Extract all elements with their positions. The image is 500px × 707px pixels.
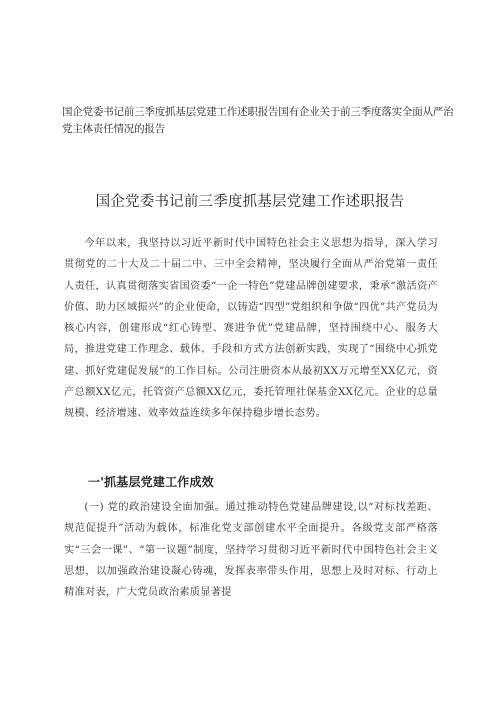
report-title: 国企党委书记前三季度抓基层党建工作述职报告	[95, 194, 405, 210]
political-construction-paragraph: (一) 党的政治建设全面加强。通过推动特色党建品牌建设,以“对标找差距、规范促提升”活动为载体，标准化党支部创建水平全面提升。各级党支部严格落实“三会一课”、“第一议题”制度，坚持学习贯彻习近平新时代中国特色社会主义思想，以加强政治建设凝心铸魂，发挥表率带头作用，思想上及时对标、行动上精准对表，广大党员政治素质显著提	[64, 502, 438, 599]
document-heading: 国企党委书记前三季度抓基层党建工作述职报告国有企业关于前三季度落实全面从严治党主体责任情况的报告	[62, 106, 454, 135]
section-heading: 一'抓基层党建工作成效	[88, 475, 214, 489]
intro-paragraph: 今年以来，我坚持以习近平新时代中国特色社会主义思想为指导，深入学习贯彻党的二十大及二十届二中、三中全会精神，坚决履行全面从严治党第一责任人责任，认真贯彻落实省国资委“一企一特色”党建品牌创建要求，秉承“激活资产价值、助力区域振兴”的企业使命，以铸造“四型”党组织和争做“四优”共产党员为核心内容，创建形成“红心铸型、赛进争优”党建品牌，坚持围绕中心、服务大局，推进党建工作理念、载体、手段和方式方法创新实践，实现了“围绕中心抓党建、抓好党建促发展”的工作目标。公司注册资本从最初XX万元增至XX亿元，资产总额XX亿元，托管资产总额XX亿元，委托管理社保基金XX亿元。企业的总量规模、经济增速、效率效益连续多年保持稳步增长态势。	[64, 238, 438, 420]
